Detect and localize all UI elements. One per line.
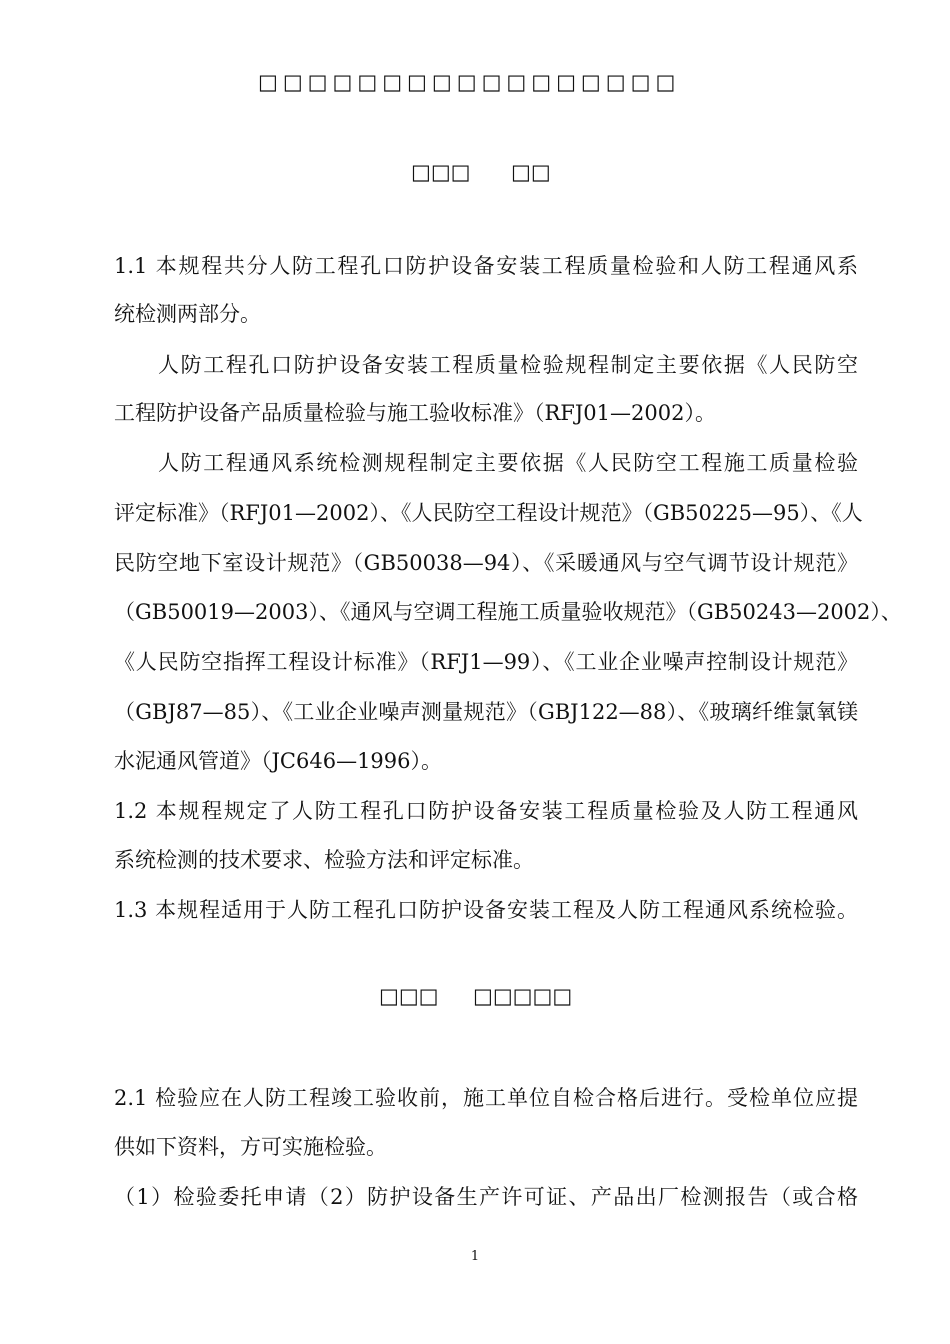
paragraph-line: 评定标准》（RFJ01—2002）、《人民防空工程设计规范》（GB50225—95）、《人: [114, 501, 863, 525]
page-number: 1: [470, 1249, 480, 1264]
paragraph-line: （GB50019—2003）、《通风与空调工程施工质量验收规范》（GB50243—2002）、: [114, 600, 902, 624]
paragraph-line: 系统检测的技术要求、检验方法和评定标准。: [114, 848, 534, 872]
paragraph-line: 《人民防空指挥工程设计标准》（RFJ1—99）、《工业企业噪声控制设计规范》: [114, 650, 858, 674]
paragraph-line: 水泥通风管道》（JC646—1996）。: [114, 749, 443, 773]
document-title: □□□□□□□□□□□□□□□□□: [258, 70, 681, 94]
paragraph-line: 2.1 检验应在人防工程竣工验收前，施工单位自检合格后进行。受检单位应提: [114, 1086, 858, 1110]
chapter-2-number: □□□: [379, 984, 439, 1008]
paragraph-line: 人防工程孔口防护设备安装工程质量检验规程制定主要依据《人民防空: [158, 353, 858, 377]
paragraph-line: （GBJ87—85）、《工业企业噪声测量规范》（GBJ122—88）、《玻璃纤维氯氧镁: [114, 700, 858, 724]
paragraph-line: 统检测两部分。: [114, 302, 261, 326]
paragraph-line: 1.3 本规程适用于人防工程孔口防护设备安装工程及人防工程通风系统检验。: [114, 898, 858, 922]
paragraph-line: 民防空地下室设计规范》（GB50038—94）、《采暖通风与空气调节设计规范》: [114, 551, 858, 575]
paragraph-line: 1.1 本规程共分人防工程孔口防护设备安装工程质量检验和人防工程通风系: [114, 254, 858, 278]
paragraph-line: 1.2 本规程规定了人防工程孔口防护设备安装工程质量检验及人防工程通风: [114, 799, 858, 823]
chapter-1-number: □□□: [411, 160, 471, 184]
paragraph-line: 人防工程通风系统检测规程制定主要依据《人民防空工程施工质量检验: [158, 451, 858, 475]
paragraph-line: （1）检验委托申请（2）防护设备生产许可证、产品出厂检测报告（或合格: [114, 1185, 858, 1209]
chapter-2-name: □□□□□: [473, 984, 573, 1008]
paragraph-line: 工程防护设备产品质量检验与施工验收标准》（RFJ01—2002）。: [114, 401, 716, 425]
chapter-1-name: □□: [511, 160, 551, 184]
paragraph-line: 供如下资料，方可实施检验。: [114, 1135, 387, 1159]
